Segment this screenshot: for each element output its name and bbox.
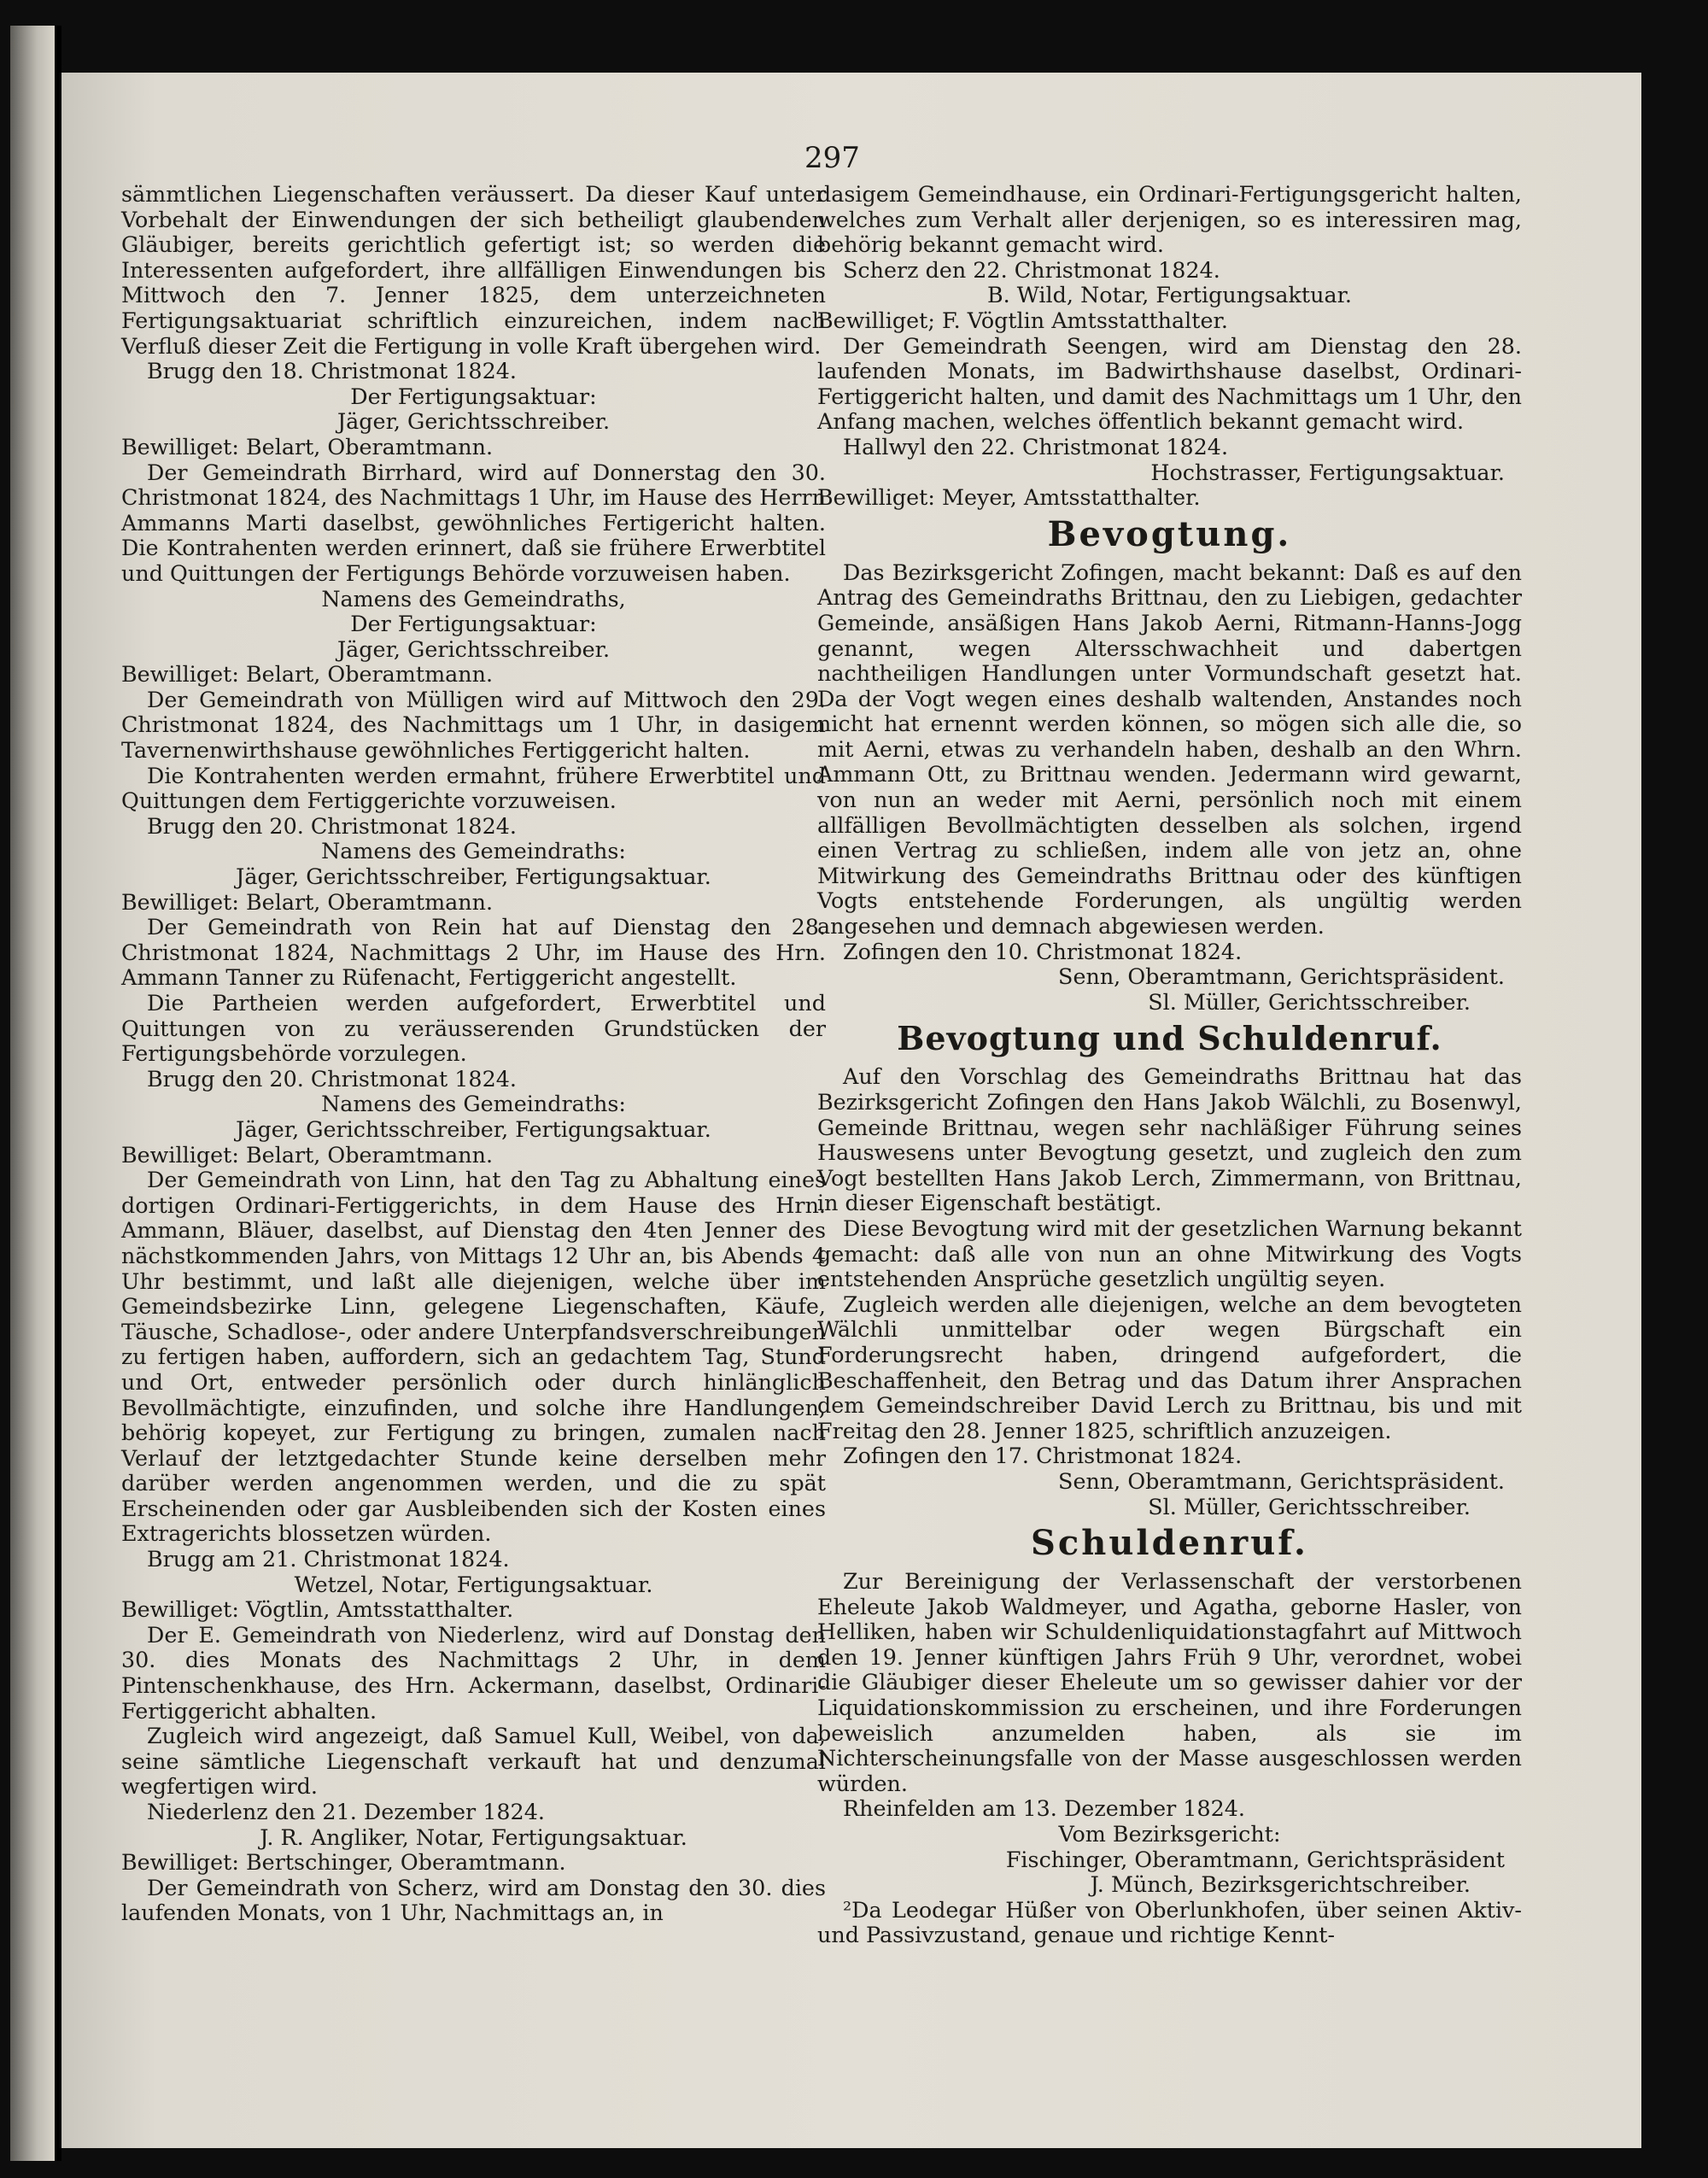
signature-line: Jäger, Gerichtsschreiber. [336, 635, 611, 662]
signature-line: Namens des Gemeindraths: [321, 838, 626, 864]
notice-paragraph: Der Gemeindrath von Rein hat auf Dienstag den 28. Christmonat 1824, Nachmittags 2 Uhr, im Hause des Hrn. Ammann Tanner zu Rüfenacht, Fertiggericht angestellt. [121, 914, 826, 991]
signature-line: Senn, Oberamtmann, Gerichtspräsident. [1058, 1467, 1505, 1494]
notice-paragraph: Der Gemeindrath von Mülligen wird auf Mittwoch den 29. Christmonat 1824, des Nachmittags um 1 Uhr, in dasigem Tavernenwirthshause gewöhnliches Fertiggericht halten. [121, 686, 826, 764]
notice-paragraph: Die Kontrahenten werden ermahnt, frühere Erwerbtitel und Quittungen dem Fertiggerichte vorzuweisen. [121, 762, 826, 814]
place-date-line: Brugg am 21. Christmonat 1824. [147, 1546, 510, 1572]
place-date-line: Scherz den 22. Christmonat 1824. [843, 256, 1220, 283]
signature-line: Wetzel, Notar, Fertigungsaktuar. [294, 1571, 653, 1597]
signature-line: Senn, Oberamtmann, Gerichtspräsident. [1058, 963, 1505, 990]
signature-line: Jäger, Gerichtsschreiber. [336, 408, 611, 435]
newspaper-page [61, 73, 1641, 2148]
place-date-line: Brugg den 20. Christmonat 1824. [147, 1065, 517, 1092]
signature-line: J. R. Angliker, Notar, Fertigungsaktuar. [260, 1824, 687, 1850]
place-date-line: Rheinfelden am 13. Dezember 1824. [843, 1795, 1245, 1822]
notice-paragraph: Das Bezirksgericht Zofingen, macht bekannt: Daß es auf den Antrag des Gemeindraths Brittnau, den zu Liebigen, gedachter Gemeinde, ansäßigen Hans Jakob Aerni, Ritmann-Hanns-Jogg genannt, wegen Altersschwachheit und dabertgen nachtheiligen Handlungen unter Vormundschaft gesetzt hat. Da der Vogt wegen eines deshalb waltenden, Anstandes noch nicht hat ernennt werden können, so mögen sich alle die, so mit Aerni, etwas zu verhandeln haben, deshalb an den Whrn. Ammann Ott, zu Brittnau wenden. Jedermann wird gewarnt, von nun an weder mit Aerni, persönlich noch mit einem allfälligen Bevollmächtigten desselben als solchen, irgend einen Vertrag zu schließen, indem alle von jetz an, ohne Mitwirkung des Gemeindraths Brittnau oder des künftigen Vogts entstehende Forderungen, als ungültig werden angesehen und demnach abgewiesen werden. [817, 559, 1522, 940]
notice-paragraph: Der Gemeindrath von Scherz, wird am Donstag den 30. dies laufenden Monats, von 1 Uhr, Nachmittags an, in [121, 1874, 826, 1926]
section-heading: Schuldenruf. [1031, 1523, 1308, 1564]
right-column [817, 182, 1522, 1948]
notice-paragraph: Der Gemeindrath von Linn, hat den Tag zu Abhaltung eines dortigen Ordinari-Fertiggerichts, in dem Hause des Hrn. Ammann, Bläuer, daselbst, auf Dienstag den 4ten Jenner des nächstkommenden Jahrs, von Mittags 12 Uhr an, bis Abends 4 Uhr bestimmt, und laßt alle diejenigen, welche über im Gemeindsbezirke Linn, gelegene Liegenschaften, Käufe, Täusche, Schadlose-, oder andere Unterpfandsverschreibungen zu fertigen haben, auffordern, sich an gedachtem Tag, Stund und Ort, entweder persönlich oder durch hinlänglich Bevollmächtigte, einzufinden, und solche ihre Handlungen, behörig kopeyet, zur Fertigung zu bringen, zumalen nach Verlauf der letztgedachter Stunde keine derselben mehr darüber werden angenommen werden, und die zu spät Erscheinenden oder gar Ausbleibenden sich der Kosten eines Extragerichts blossetzen würden. [121, 1167, 826, 1547]
signature-line: B. Wild, Notar, Fertigungsaktuar. [986, 282, 1352, 308]
signature-line: Jäger, Gerichtsschreiber, Fertigungsaktuar. [236, 1115, 711, 1142]
place-date-line: Brugg den 20. Christmonat 1824. [147, 812, 517, 839]
book-gutter [55, 26, 61, 2161]
approval-line: Bewilliget; F. Vögtlin Amtsstatthalter. [817, 307, 1228, 333]
approval-line: Bewilliget: Bertschinger, Oberamtmann. [121, 1849, 566, 1876]
notice-paragraph: Diese Bevogtung wird mit der gesetzlichen Warnung bekannt gemacht: daß alle von nun an ohne Mitwirkung des Vogts entstehenden Ansprüche gesetzlich ungültig seyen. [817, 1215, 1522, 1292]
place-date-line: Hallwyl den 22. Christmonat 1824. [843, 433, 1229, 460]
notice-paragraph: Der E. Gemeindrath von Niederlenz, wird auf Donstag den 30. dies Monats des Nachmittags 2 Uhr, in dem Pintenschenkhause, des Hrn. Ackermann, daselbst, Ordinari-Fertiggericht abhalten. [121, 1621, 826, 1724]
page-number: 297 [804, 141, 860, 175]
notice-paragraph: Der Gemeindrath Seengen, wird am Dienstag den 28. laufenden Monats, im Badwirthshause daselbst, Ordinari-Fertiggericht halten, und damit des Nachmittags um 1 Uhr, den Anfang machen, welches öffentlich bekannt gemacht wird. [817, 332, 1522, 435]
signature-line: Jäger, Gerichtsschreiber, Fertigungsaktuar. [236, 864, 711, 890]
notice-paragraph: ²Da Leodegar Hüßer von Oberlunkhofen, über seinen Aktiv- und Passivzustand, genaue und richtige Kennt- [817, 1896, 1522, 1948]
notice-paragraph: Die Partheien werden aufgefordert, Erwerbtitel und Quittungen von zu veräusserenden Grundstücken der Fertigungsbehörde vorzulegen. [121, 990, 826, 1067]
approval-line: Bewilliget: Belart, Oberamtmann. [121, 433, 494, 460]
approval-line: Bewilliget: Vögtlin, Amtsstatthalter. [121, 1596, 514, 1623]
section-heading: Bevogtung. [1047, 513, 1292, 554]
notice-paragraph: Der Gemeindrath Birrhard, wird auf Donnerstag den 30. Christmonat 1824, des Nachmittags 1 Uhr, im Hause des Herrn Ammanns Marti daselbst, gewöhnliches Fertigericht halten. Die Kontrahenten werden erinnert, daß sie frühere Erwerbtitel und Quittungen der Fertigungs Behörde vorzuweisen haben. [121, 459, 826, 586]
notice-paragraph: Auf den Vorschlag des Gemeindraths Brittnau hat das Bezirksgericht Zofingen den Hans Jakob Wälchli, zu Bosenwyl, Gemeinde Brittnau, wegen sehr nachläßiger Führung seines Hauswesens unter Bevogtung gesetzt, und zugleich den zum Vogt bestellten Hans Jakob Lerch, Zimmermann, von Brittnau, in dieser Eigenschaft bestätigt. [817, 1063, 1522, 1216]
place-date-line: Brugg den 18. Christmonat 1824. [147, 358, 517, 384]
signature-line: Vom Bezirksgericht: [1058, 1821, 1281, 1847]
signature-line: Sl. Müller, Gerichtsschreiber. [1148, 1493, 1471, 1519]
notice-paragraph: Zur Bereinigung der Verlassenschaft der verstorbenen Eheleute Jakob Waldmeyer, und Agatha, geborne Hasler, von Helliken, haben wir Schuldenliquidationstagfahrt auf Mittwoch den 19. Jenner künftigen Jahrs Früh 9 Uhr, verordnet, wobei die Gläubiger dieser Eheleute um so gewisser dahier vor der Liquidationskommission zu erscheinen, und ihre Forderungen beweislich anzumelden haben, als sie im Nichterscheinungsfalle von der Masse ausgeschlossen werden würden. [817, 1568, 1522, 1796]
signature-line: Namens des Gemeindraths: [321, 1091, 626, 1117]
approval-line: Bewilliget: Belart, Oberamtmann. [121, 1141, 494, 1168]
signature-line: Hochstrasser, Fertigungsaktuar. [1150, 459, 1505, 485]
signature-line: Fischinger, Oberamtmann, Gerichtspräsident [1005, 1846, 1505, 1872]
notice-paragraph: dasigem Gemeindhause, ein Ordinari-Fertigungsgericht halten, welches zum Verhalt aller derjenigen, so es interessiren mag, behörig bekannt gemacht wird. [817, 181, 1522, 258]
previous-page-edge [10, 26, 55, 2161]
left-column [121, 182, 826, 1926]
section-heading: Bevogtung und Schuldenruf. [897, 1019, 1442, 1058]
approval-line: Bewilliget: Meyer, Amtsstatthalter. [817, 484, 1201, 511]
signature-line: Der Fertigungsaktuar: [350, 383, 597, 409]
signature-line: J. Münch, Bezirksgerichtschreiber. [1090, 1871, 1471, 1898]
approval-line: Bewilliget: Belart, Oberamtmann. [121, 661, 494, 688]
signature-line: Der Fertigungsaktuar: [350, 611, 597, 637]
notice-paragraph: Zugleich wird angezeigt, daß Samuel Kull, Weibel, von da, seine sämtliche Liegenschaft verkauft hat und denzumal wegfertigen wird. [121, 1723, 826, 1800]
notice-paragraph: sämmtlichen Liegenschaften veräussert. Da dieser Kauf unter Vorbehalt der Einwendungen der sich betheiligt glaubenden Gläubiger, bereits gerichtlich gefertigt ist; so werden die Interessenten aufgefordert, ihre allfälligen Einwendungen bis Mittwoch den 7. Jenner 1825, dem unterzeichneten Fertigungsaktuariat schriftlich einzureichen, indem nach Verfluß dieser Zeit die Fertigung in volle Kraft übergehen wird. [121, 181, 826, 359]
notice-paragraph: Zugleich werden alle diejenigen, welche an dem bevogteten Wälchli unmittelbar oder wegen Bürgschaft ein Forderungsrecht haben, dringend aufgefordert, die Beschaffenheit, den Betrag und das Datum ihrer Ansprachen dem Gemeindschreiber David Lerch zu Brittnau, bis und mit Freitag den 28. Jenner 1825, schriftlich anzuzeigen. [817, 1291, 1522, 1443]
place-date-line: Niederlenz den 21. Dezember 1824. [147, 1799, 545, 1824]
signature-line: Namens des Gemeindraths, [321, 585, 626, 612]
signature-line: Sl. Müller, Gerichtsschreiber. [1148, 988, 1471, 1015]
approval-line: Bewilliget: Belart, Oberamtmann. [121, 888, 494, 915]
place-date-line: Zofingen den 10. Christmonat 1824. [843, 938, 1243, 964]
place-date-line: Zofingen den 17. Christmonat 1824. [843, 1443, 1243, 1469]
